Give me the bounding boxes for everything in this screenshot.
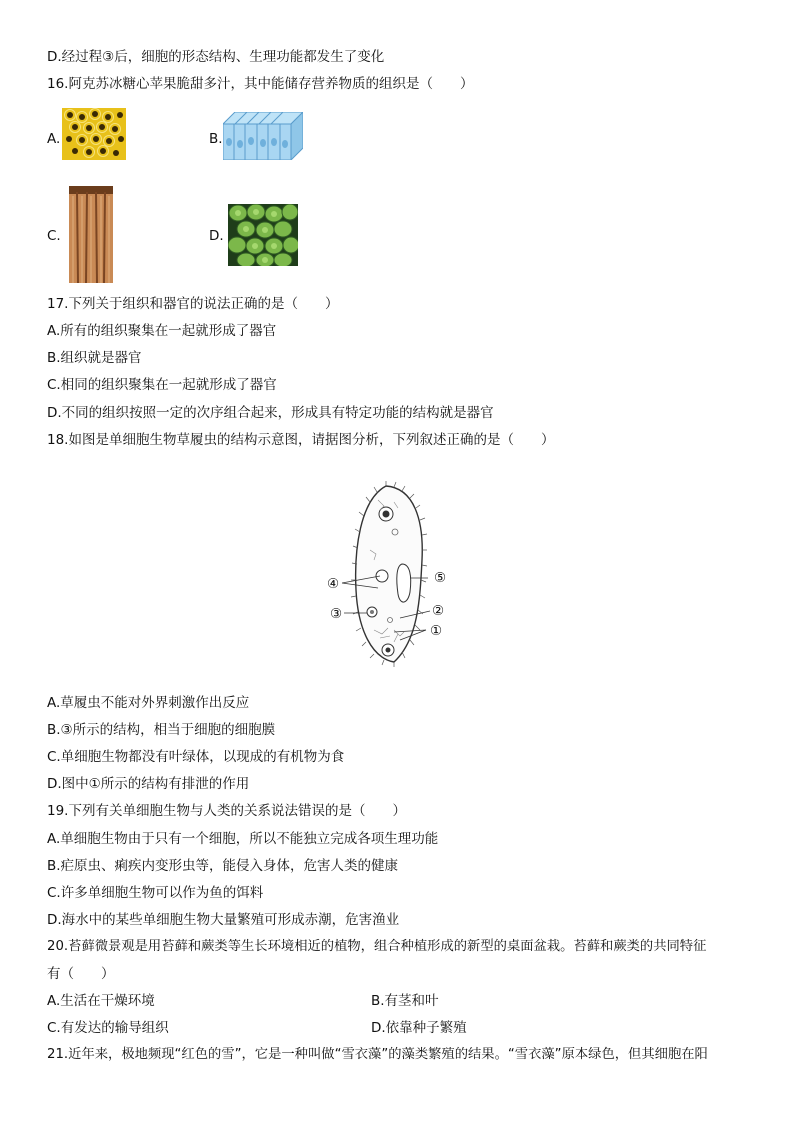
q16-option-a-label: A.: [47, 131, 61, 147]
figure-label-1: ①: [430, 623, 443, 639]
q18-option-d: D.图中①所示的结构有排泄的作用: [47, 776, 250, 792]
q20-option-d: D.依靠种子繁殖: [371, 1020, 467, 1036]
q19-option-b: B.疟原虫、痢疾内变形虫等，能侵入身体，危害人类的健康: [47, 858, 399, 874]
q17-option-a: A.所有的组织聚集在一起就形成了器官: [47, 323, 277, 339]
q19-option-d: D.海水中的某些单细胞生物大量繁殖可形成赤潮，危害渔业: [47, 912, 400, 928]
q19-option-c: C.许多单细胞生物可以作为鱼的饵料: [47, 885, 264, 901]
q19-stem: 19.下列有关单细胞生物与人类的关系说法错误的是（ ）: [47, 803, 406, 819]
q21-stem-line1: 21.近年来，极地频现“红色的雪”，它是一种叫做“雪衣藻”的藻类繁殖的结果。“雪衣藻”原本绿色，但其细胞在阳: [47, 1047, 708, 1062]
q16-option-c-image: [69, 186, 113, 283]
q17-stem: 17.下列关于组织和器官的说法正确的是（ ）: [47, 296, 339, 312]
q16-option-c-label: C.: [47, 228, 61, 244]
q18-option-a: A.草履虫不能对外界刺激作出反应: [47, 695, 250, 711]
q17-option-b: B.组织就是器官: [47, 350, 142, 366]
q20-option-a: A.生活在干燥环境: [47, 993, 155, 1009]
q20-option-b: B.有茎和叶: [371, 993, 439, 1009]
q17-option-c: C.相同的组织聚集在一起就形成了器官: [47, 377, 277, 393]
figure-label-2: ②: [432, 603, 445, 619]
q18-option-c: C.单细胞生物都没有叶绿体，以现成的有机物为食: [47, 749, 345, 765]
q19-option-a: A.单细胞生物由于只有一个细胞，所以不能独立完成各项生理功能: [47, 831, 439, 847]
q16-option-d-image: [228, 204, 298, 266]
q20-option-c: C.有发达的输导组织: [47, 1020, 169, 1036]
q15-option-d: D.经过程③后，细胞的形态结构、生理功能都发生了变化: [47, 49, 385, 65]
q16-option-a-image: [62, 108, 126, 160]
q18-option-b: B.③所示的结构，相当于细胞的细胞膜: [47, 722, 276, 738]
q16-stem: 16.阿克苏冰糖心苹果脆甜多汁，其中能储存营养物质的组织是（ ）: [47, 76, 474, 92]
figure-label-4: ④: [327, 576, 340, 592]
q20-stem-line1: 20.苔藓微景观是用苔藓和蕨类等生长环境相近的植物，组合种植形成的新型的桌面盆栽。苔藓和蕨类的共同特征: [47, 939, 707, 954]
figure-label-5: ⑤: [434, 570, 447, 586]
q17-option-d: D.不同的组织按照一定的次序组合起来，形成具有特定功能的结构就是器官: [47, 405, 494, 421]
q16-option-d-label: D.: [209, 228, 224, 244]
figure-label-3: ③: [330, 606, 343, 622]
q20-stem-line2: 有（ ）: [47, 966, 115, 982]
q18-stem: 18.如图是单细胞生物草履虫的结构示意图，请据图分析，下列叙述正确的是（ ）: [47, 432, 555, 448]
q16-option-b-label: B.: [209, 131, 223, 147]
q16-option-b-image: [223, 112, 303, 160]
